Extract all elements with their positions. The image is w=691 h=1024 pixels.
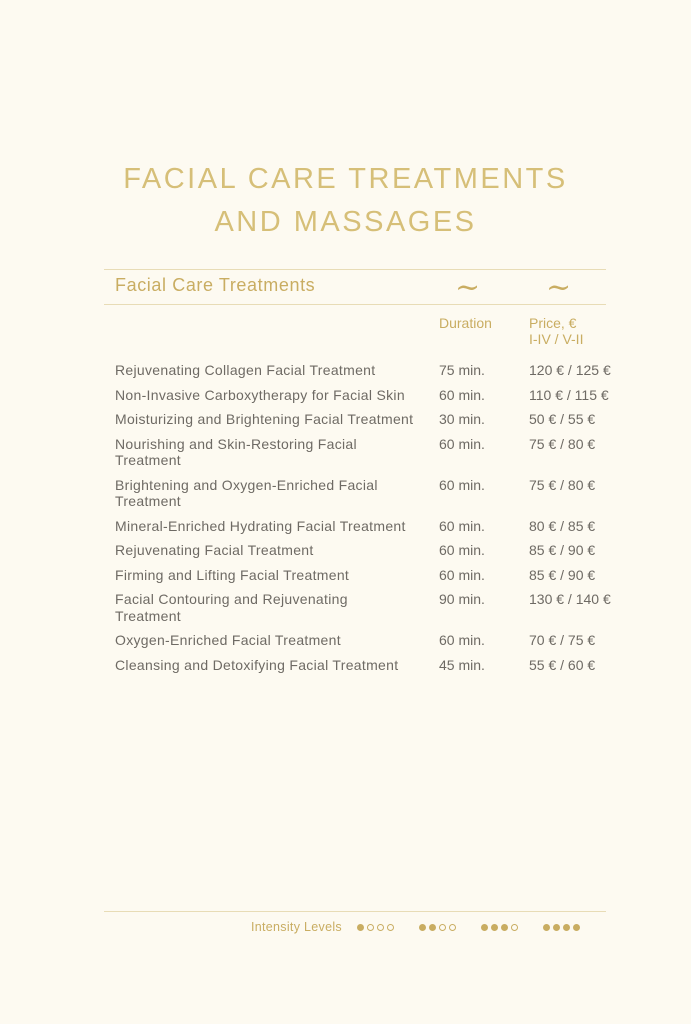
treatment-name: Rejuvenating Facial Treatment — [115, 542, 314, 558]
filled-dot-icon — [419, 924, 426, 931]
filled-dot-icon — [573, 924, 580, 931]
treatment-price: 85 € / 90 € — [529, 542, 596, 558]
treatment-list — [0, 362, 691, 681]
treatment-price: 80 € / 85 € — [529, 517, 596, 534]
treatment-name: Mineral-Enriched Hydrating Facial Treatment — [115, 517, 406, 534]
price-column-header — [529, 315, 583, 347]
treatment-duration: 90 min. — [439, 591, 485, 607]
intensity-level-4-dots — [543, 924, 583, 931]
filled-dot-icon — [357, 924, 364, 931]
empty-dot-icon — [377, 924, 384, 931]
empty-dot-icon — [511, 924, 518, 931]
empty-dot-icon — [367, 924, 374, 931]
price-header-label: Price, € — [529, 315, 577, 331]
treatment-price: 75 € / 80 € — [529, 435, 596, 452]
treatment-price: 50 € / 55 € — [529, 411, 596, 427]
treatment-duration: 60 min. — [439, 386, 485, 403]
intensity-legend-label: Intensity Levels — [251, 920, 342, 934]
treatment-name: Facial Contouring and Rejuvenating Treatment — [115, 591, 348, 624]
section-bottom-divider — [104, 304, 606, 305]
filled-dot-icon — [429, 924, 436, 931]
treatment-name: Brightening and Oxygen-Enriched Facial Treatment — [115, 476, 378, 509]
treatment-row — [0, 387, 691, 404]
treatment-duration: 30 min. — [439, 411, 485, 427]
treatment-row — [0, 542, 691, 559]
treatment-row — [0, 477, 691, 510]
treatment-duration: 45 min. — [439, 656, 485, 673]
treatment-price: 70 € / 75 € — [529, 632, 596, 648]
page-title-line-1: FACIAL CARE TREATMENTS — [123, 163, 568, 195]
treatment-row — [0, 436, 691, 469]
treatment-name: Moisturizing and Brightening Facial Treatment — [115, 411, 414, 427]
price-header-seasons: I-IV / V-II — [529, 331, 584, 347]
treatment-row — [0, 632, 691, 649]
treatment-duration: 60 min. — [439, 435, 485, 452]
treatment-name: Firming and Lifting Facial Treatment — [115, 566, 350, 583]
treatment-row — [0, 362, 691, 379]
intensity-level-3-dots — [481, 924, 521, 931]
treatment-price: 55 € / 60 € — [529, 656, 596, 673]
treatment-price: 110 € / 115 € — [529, 386, 609, 403]
duration-column-header: Duration — [439, 315, 492, 331]
treatment-name: Nourishing and Skin-Restoring Facial Treatment — [115, 435, 357, 468]
filled-dot-icon — [501, 924, 508, 931]
intensity-level-1-dots — [357, 924, 397, 931]
treatment-name: Rejuvenating Collagen Facial Treatment — [115, 362, 376, 378]
section-title: Facial Care Treatments — [115, 275, 316, 295]
intensity-level-2-dots — [419, 924, 459, 931]
filled-dot-icon — [563, 924, 570, 931]
treatment-duration: 75 min. — [439, 362, 485, 378]
page-title — [0, 158, 691, 244]
section-top-divider — [104, 269, 606, 270]
duration-tilde-ornament: ~ — [455, 270, 481, 305]
treatment-price: 75 € / 80 € — [529, 476, 596, 493]
empty-dot-icon — [387, 924, 394, 931]
treatment-name: Non-Invasive Carboxytherapy for Facial Skin — [115, 386, 405, 403]
page-title-line-2: AND MASSAGES — [214, 206, 477, 238]
treatment-row — [0, 567, 691, 584]
treatment-row — [0, 591, 691, 624]
treatment-price: 120 € / 125 € — [529, 362, 611, 378]
filled-dot-icon — [543, 924, 550, 931]
treatment-duration: 60 min. — [439, 566, 485, 583]
treatment-price: 130 € / 140 € — [529, 591, 611, 607]
treatment-duration: 60 min. — [439, 632, 485, 648]
treatment-row — [0, 657, 691, 674]
empty-dot-icon — [449, 924, 456, 931]
empty-dot-icon — [439, 924, 446, 931]
filled-dot-icon — [553, 924, 560, 931]
treatment-duration: 60 min. — [439, 542, 485, 558]
treatment-row — [0, 518, 691, 535]
treatment-name: Oxygen-Enriched Facial Treatment — [115, 632, 341, 648]
filled-dot-icon — [481, 924, 488, 931]
treatment-name: Cleansing and Detoxifying Facial Treatment — [115, 656, 399, 673]
treatment-duration: 60 min. — [439, 476, 485, 493]
price-tilde-ornament: ~ — [546, 270, 572, 305]
treatment-row — [0, 411, 691, 428]
treatment-price: 85 € / 90 € — [529, 566, 596, 583]
footer-divider — [104, 911, 606, 912]
treatment-duration: 60 min. — [439, 517, 485, 534]
intensity-legend — [251, 919, 583, 935]
filled-dot-icon — [491, 924, 498, 931]
